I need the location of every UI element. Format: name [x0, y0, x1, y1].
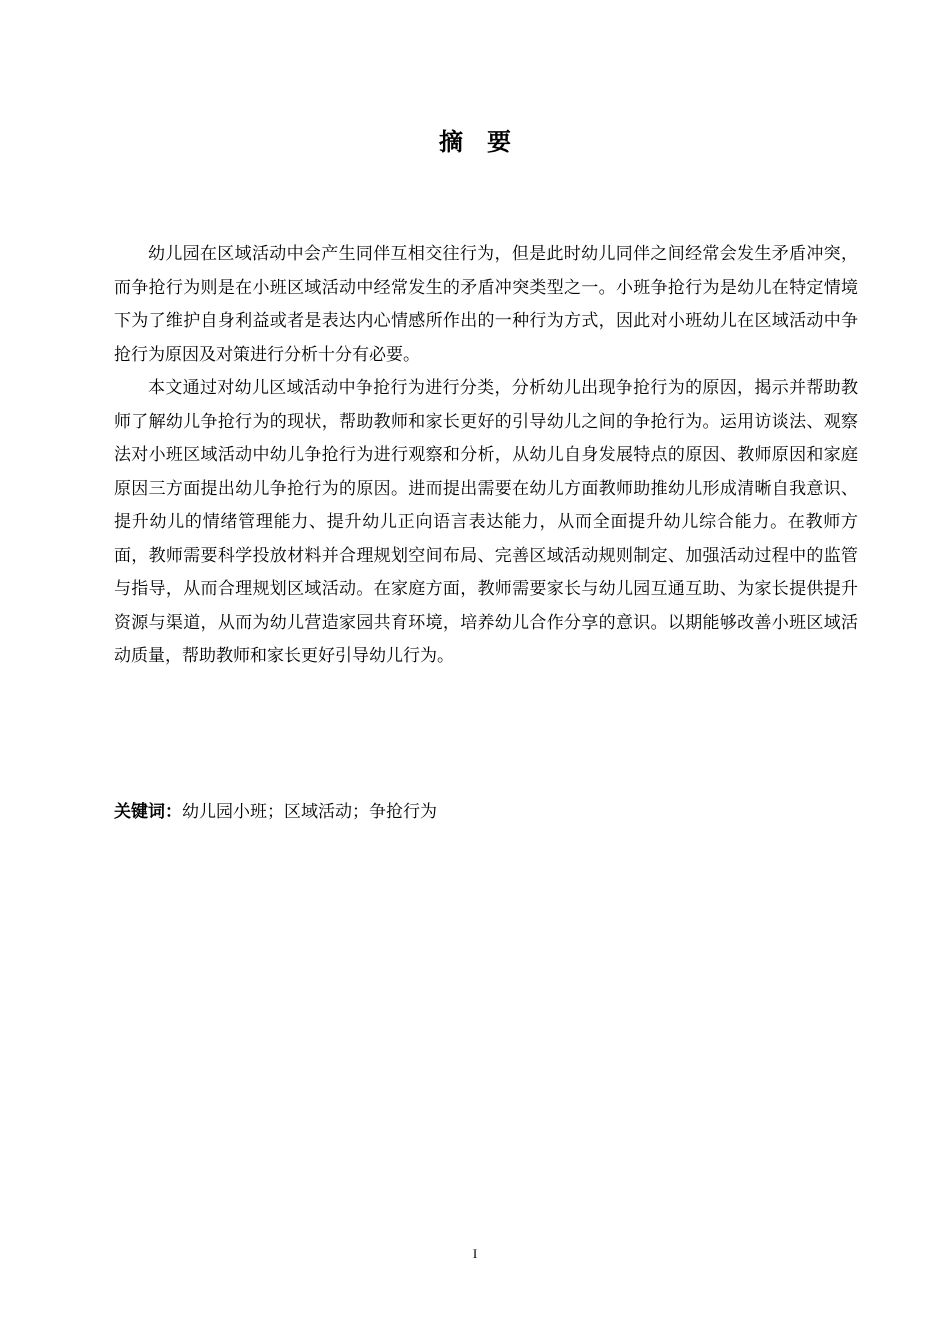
abstract-paragraph-1: 幼儿园在区域活动中会产生同伴互相交往行为，但是此时幼儿同伴之间经常会发生矛盾冲突，而争抢行为则是在小班区域活动中经常发生的矛盾冲突类型之一。小班争抢行为是幼儿在特定情境下为了维护自身利益或者是表达内心情感所作出的一种行为方式，因此对小班幼儿在区域活动中争抢行为原因及对策进行分析十分有必要。 — [114, 244, 858, 365]
keywords-value: 幼儿园小班；区域活动；争抢行为 — [182, 802, 437, 822]
page-number: I — [472, 1246, 478, 1261]
keywords-label: 关键词： — [114, 802, 182, 822]
abstract-body — [114, 238, 858, 674]
abstract-title-char-1: 摘 — [439, 127, 463, 156]
abstract-title-char-2: 要 — [487, 127, 511, 156]
keywords-line — [114, 796, 858, 829]
abstract-paragraph-2: 本文通过对幼儿区域活动中争抢行为进行分类，分析幼儿出现争抢行为的原因，揭示并帮助教师了解幼儿争抢行为的现状，帮助教师和家长更好的引导幼儿之间的争抢行为。运用访谈法、观察法对小班区域活动中幼儿争抢行为进行观察和分析，从幼儿自身发展特点的原因、教师原因和家庭原因三方面提出幼儿争抢行为的原因。进而提出需要在幼儿方面教师助推幼儿形成清晰自我意识、提升幼儿的情绪管理能力、提升幼儿正向语言表达能力，从而全面提升幼儿综合能力。在教师方面，教师需要科学投放材料并合理规划空间布局、完善区域活动规则制定、加强活动过程中的监管与指导，从而合理规划区域活动。在家庭方面，教师需要家长与幼儿园互通互助、为家长提供提升资源与渠道，从而为幼儿营造家园共育环境，培养幼儿合作分享的意识。以期能够改善小班区域活动质量，帮助教师和家长更好引导幼儿行为。 — [114, 378, 858, 666]
abstract-title — [0, 122, 950, 157]
